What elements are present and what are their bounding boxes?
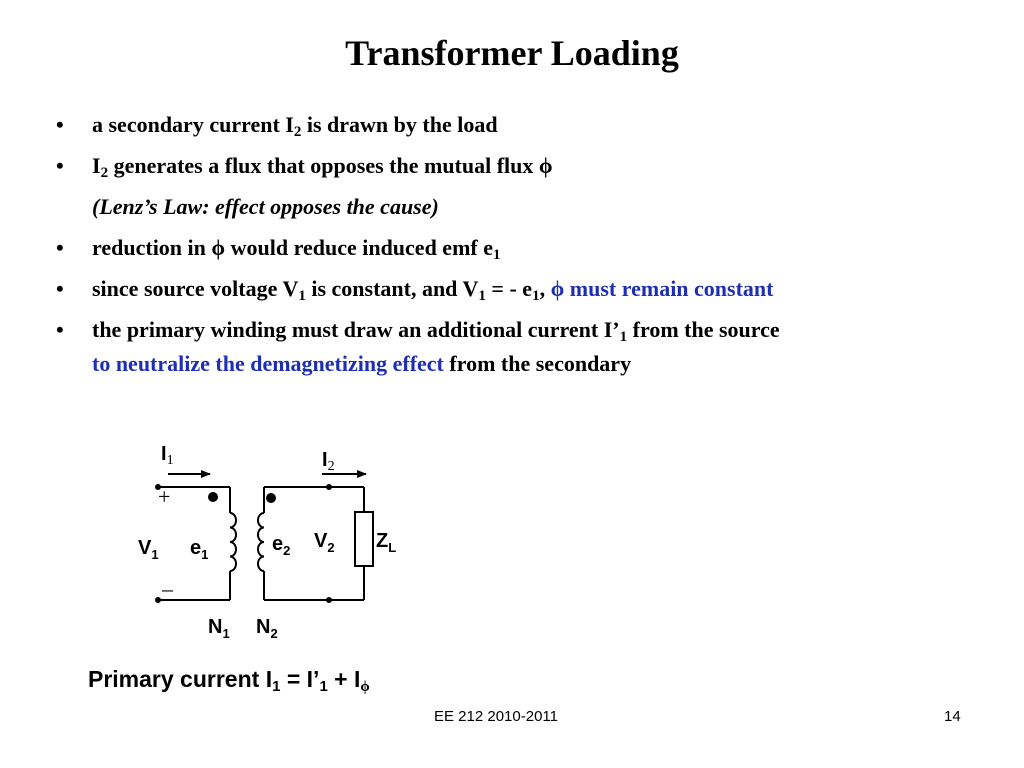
i2-label: $I_2$ <box>322 449 335 474</box>
e2-label: $e_2$ <box>272 533 291 558</box>
primary-current-equation: Primary current $I_1$ = $I’_1 + I_\phi$ <box>88 666 370 695</box>
v1-label: $V_1$ <box>138 537 159 562</box>
bullet-marker: • <box>56 317 64 342</box>
n2-label: $N_2$ <box>256 616 278 641</box>
bullet-text-line2: to neutralize the demagnetizing effect from the secondary <box>92 351 632 376</box>
bullet-marker: • <box>56 153 64 178</box>
lenz-law-note: (Lenz’s Law: effect opposes the cause) <box>92 194 439 219</box>
highlight-text: to neutralize the demagnetizing effect <box>92 351 444 376</box>
bullet-1 <box>56 112 1016 153</box>
e1-label: $e_1$ <box>190 537 209 562</box>
bullet-2 <box>56 153 1016 194</box>
i1-label: $I_1$ <box>161 443 174 468</box>
transformer-circuit-diagram <box>100 430 420 650</box>
v2-label: $V_2$ <box>314 530 335 555</box>
bullet-text: a secondary current $I_2$ is drawn by the load <box>92 112 498 140</box>
page-number: 14 <box>944 708 961 725</box>
bullet-marker: • <box>56 276 64 301</box>
bullet-text: since source voltage $V_1$ is constant, and $V_1$ = - $e_1$, ϕ must remain constant <box>92 276 774 304</box>
bullet-2-note <box>56 194 1016 235</box>
primary-dot-marker <box>208 492 218 502</box>
bullet-3 <box>56 235 1016 276</box>
primary-winding-coil <box>230 513 236 571</box>
minus-sign: – <box>162 576 173 601</box>
load-impedance-box <box>355 512 373 566</box>
secondary-winding-coil <box>258 513 264 571</box>
n1-label: $N_1$ <box>208 616 230 641</box>
bullet-marker: • <box>56 112 64 137</box>
bullet-text: reduction in ϕ would reduce induced emf $e_1$ <box>92 235 501 263</box>
bullet-text: $I_2$ generates a flux that opposes the mutual flux ϕ <box>92 153 553 181</box>
terminal-node <box>155 597 161 603</box>
secondary-dot-marker <box>266 493 276 503</box>
terminal-node <box>326 597 332 603</box>
highlight-text: ϕ must remain constant <box>550 276 774 301</box>
bullet-marker: • <box>56 235 64 260</box>
zl-label: $Z_L$ <box>376 530 397 555</box>
bullet-5 <box>56 317 1016 387</box>
footer-course: EE 212 2010-2011 <box>434 708 558 725</box>
bullet-text: the primary winding must draw an additional current $I’_1$ from the source <box>92 317 780 345</box>
slide-title: Transformer Loading <box>345 33 679 73</box>
terminal-node <box>326 484 332 490</box>
bullet-4 <box>56 276 1016 317</box>
bullet-list <box>56 112 1016 387</box>
plus-sign: + <box>158 484 171 509</box>
